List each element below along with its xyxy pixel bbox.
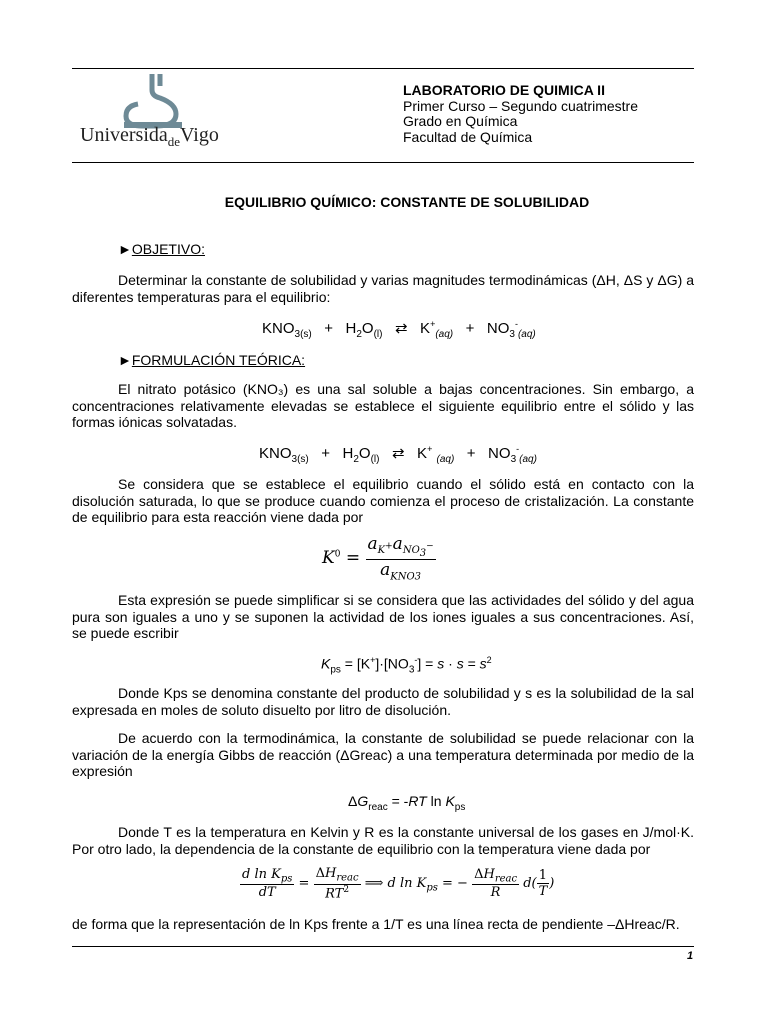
theory-paragraph-3: Esta expresión se puede simplificar si se considera que las actividades del sólido y del agua pura son iguales a uno y se suponen la actividad de los iones iguales a sus concentraciones. Así, se puede escribir (72, 592, 694, 641)
footer-rule (72, 946, 694, 947)
vant-hoff-equation: $\frac{d \ln K_{ps}}{dT}$ = $\frac{\Delta H_{reac}}{RT^2}$ ⟹ d $\ln K_{ps}$ = − $\frac{\Delta H_{reac}}{R}$ d( $\frac{1}{T}$ ) (242, 866, 555, 901)
theory-heading: ►FORMULACIÓN TEÓRICA: (118, 352, 306, 368)
theory-paragraph-1: El nitrato potásico (KNO₃) es una sal soluble a bajas concentraciones. Sin embargo, a concentraciones relativamente elevadas se establece el siguiente equilibrio entre el sólido y las formas iónicas solvatadas. (72, 381, 694, 430)
course-label: Primer Curso – Segundo cuatrimestre (403, 97, 638, 114)
page-number: 1 (687, 950, 694, 962)
document-title: EQUILIBRIO QUÍMICO: CONSTANTE DE SOLUBILIDAD (224, 194, 590, 210)
lab-title: LABORATORIO DE QUIMICA II (403, 82, 605, 98)
equilibrium-constant-equation: $K^0$ = $\frac{a_{K^+}a_{NO_3^-}}{a_{KNO3}}$ (322, 534, 434, 583)
theory-paragraph-4: Donde Kps se denomina constante del producto de solubilidad y s es la solubilidad de la sal expresada en moles de soluto disuelto por litro de disolución. (72, 685, 694, 718)
equilibrium-equation-2: $KNO_{3(s)} + H_2O_{(l)}$ ⇄ K+ $_{(aq)} + NO_3^-_{(aq)}$ (259, 444, 537, 465)
theory-paragraph-5: De acuerdo con la termodinámica, la constante de solubilidad se puede relacionar con la variación de la energía Gibbs de reacción (ΔGreac) a una temperatura determinada por medio de la expresión (72, 730, 694, 779)
gibbs-equation: $\Delta G_{reac} = -RT$ $\ln K_{ps}$ (348, 793, 466, 813)
kps-equation: $K_{ps} = [K^+]\cdot[NO_3^-] = s \cdot s = s^2$ (321, 655, 492, 676)
header-bottom-rule (72, 162, 694, 163)
faculty-label: Facultad de Química (403, 128, 533, 145)
objective-heading: ►OBJETIVO: (118, 241, 205, 257)
objective-text: Determinar la constante de solubilidad y varias magnitudes termodinámicas (ΔH, ΔS y ΔG) a diferentes temperaturas para el equilibrio: (72, 272, 694, 305)
course-info (403, 83, 638, 145)
theory-paragraph-6: Donde T es la temperatura en Kelvin y R es la constante universal de los gases en J/mol·K. Por otro lado, la dependencia de la constante de equilibrio con la temperatura viene dada por (72, 824, 694, 857)
degree-label: Grado en Química (403, 113, 518, 129)
theory-paragraph-7: de forma que la representación de ln Kps frente a 1/T es una línea recta de pendiente –ΔHreac/R. (72, 916, 680, 932)
theory-paragraph-2: Se considera que se establece el equilibrio cuando el sólido está en contacto con la disolución saturada, lo que se produce cuando comienza el proceso de cristalización. La constante de equilibrio para esta reacción viene dada por (72, 476, 694, 525)
equilibrium-equation-1: $KNO_{3(s)} + H_2O_{(l)}$ ⇄ $K^+_{(aq)} + NO_3^-_{(aq)}$ (262, 319, 536, 340)
header-top-rule (72, 68, 694, 69)
university-name: Universida$_{de}$Vigo (80, 124, 219, 149)
